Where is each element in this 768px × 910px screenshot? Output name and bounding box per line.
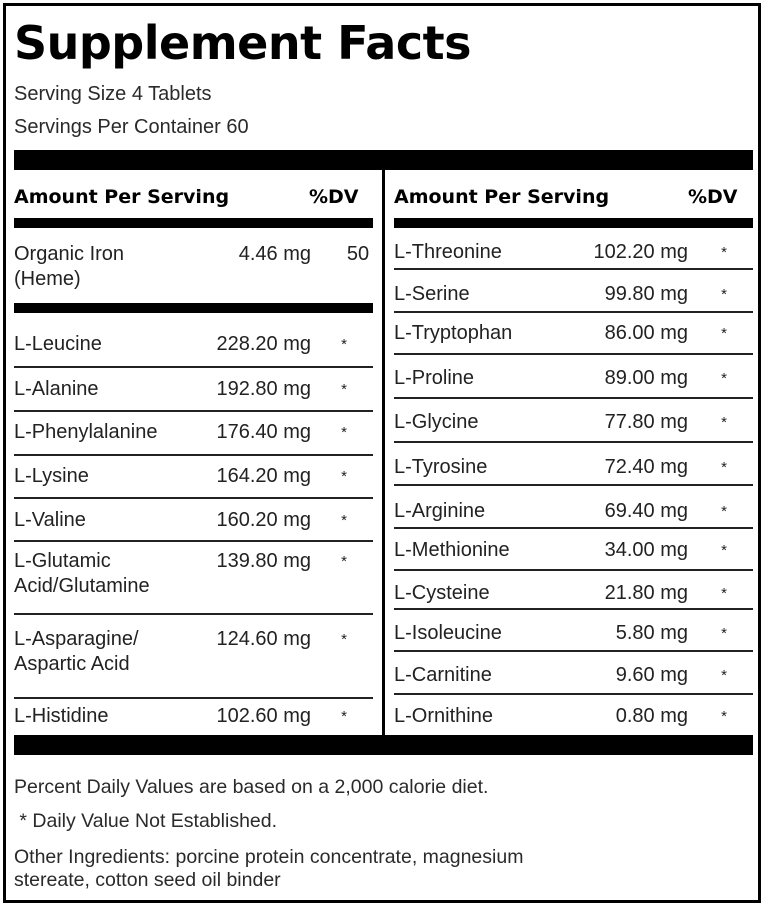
nutrient-dv: * bbox=[721, 286, 727, 303]
row-divider bbox=[394, 484, 753, 486]
nutrient-dv: * bbox=[341, 512, 347, 529]
nutrient-name: Organic Iron (Heme) bbox=[14, 243, 125, 290]
right-header-amount: Amount Per Serving bbox=[394, 186, 610, 208]
nutrient-dv: * bbox=[721, 625, 727, 642]
row-divider bbox=[394, 569, 753, 571]
nutrient-name: L-Leucine bbox=[14, 333, 102, 355]
row-divider bbox=[394, 441, 753, 443]
nutrient-amount: 102.20 mg bbox=[593, 241, 688, 263]
right-header-dv: %DV bbox=[688, 186, 738, 208]
row-divider bbox=[14, 366, 373, 368]
nutrient-amount: 86.00 mg bbox=[604, 322, 688, 344]
nutrient-name: L-Tryptophan bbox=[394, 322, 513, 344]
nutrient-name: L-Isoleucine bbox=[394, 622, 502, 644]
nutrient-amount: 192.80 mg bbox=[216, 378, 311, 400]
nutrient-name: L-Proline bbox=[394, 367, 475, 389]
nutrient-name: L-Cysteine bbox=[394, 582, 490, 604]
nutrient-amount: 9.60 mg bbox=[615, 664, 688, 686]
nutrient-dv: * bbox=[721, 244, 727, 261]
column-divider bbox=[382, 170, 385, 735]
nutrient-name: L-Serine bbox=[394, 283, 470, 305]
row-divider bbox=[394, 608, 753, 610]
nutrient-amount: 69.40 mg bbox=[604, 500, 688, 522]
nutrient-name: L-Ornithine bbox=[394, 705, 493, 727]
nutrient-amount: 77.80 mg bbox=[604, 411, 688, 433]
nutrient-amount: 0.80 mg bbox=[615, 705, 688, 727]
nutrient-amount: 34.00 mg bbox=[604, 539, 688, 561]
row-divider bbox=[394, 268, 753, 270]
nutrient-name: L-Lysine bbox=[14, 465, 89, 487]
nutrient-amount: 228.20 mg bbox=[216, 333, 311, 355]
row-divider bbox=[14, 697, 373, 699]
nutrient-amount: 99.80 mg bbox=[604, 283, 688, 305]
nutrient-amount: 160.20 mg bbox=[216, 509, 311, 531]
nutrient-name: L-Asparagine/ Aspartic Acid bbox=[14, 628, 139, 675]
nutrient-dv: * bbox=[341, 424, 347, 441]
nutrient-name: L-Histidine bbox=[14, 705, 109, 727]
nutrient-name: L-Alanine bbox=[14, 378, 99, 400]
left-section-bar bbox=[14, 303, 373, 313]
label-title: Supplement Facts bbox=[14, 16, 471, 70]
bottom-thick-bar bbox=[14, 735, 753, 755]
nutrient-dv: * bbox=[341, 381, 347, 398]
left-header-dv: %DV bbox=[309, 186, 359, 208]
nutrient-dv: * bbox=[721, 667, 727, 684]
nutrient-dv: * bbox=[341, 631, 347, 648]
serving-size: Serving Size 4 Tablets bbox=[14, 83, 212, 105]
nutrient-dv: * bbox=[721, 585, 727, 602]
nutrient-dv: * bbox=[721, 325, 727, 342]
nutrient-dv: * bbox=[721, 503, 727, 520]
nutrient-name: L-Arginine bbox=[394, 500, 486, 522]
nutrient-amount: 5.80 mg bbox=[615, 622, 688, 644]
nutrient-dv: 50 bbox=[346, 243, 370, 265]
nutrient-name: L-Valine bbox=[14, 509, 86, 531]
other-ingredients: Other Ingredients: porcine protein concentrate, magnesium stereate, cotton seed oil binder bbox=[14, 846, 524, 891]
nutrient-name: L-Phenylalanine bbox=[14, 421, 158, 443]
row-divider bbox=[14, 540, 373, 542]
nutrient-dv: * bbox=[721, 459, 727, 476]
nutrient-dv: * bbox=[341, 336, 347, 353]
right-header-bar bbox=[394, 218, 753, 228]
nutrient-name: L-Tyrosine bbox=[394, 456, 488, 478]
nutrient-name: L-Threonine bbox=[394, 241, 502, 263]
row-divider bbox=[394, 650, 753, 652]
row-divider bbox=[394, 397, 753, 399]
nutrient-amount: 176.40 mg bbox=[216, 421, 311, 443]
nutrient-amount: 21.80 mg bbox=[604, 582, 688, 604]
footnote-daily-values: Percent Daily Values are based on a 2,000 calorie diet. bbox=[14, 776, 489, 798]
nutrient-dv: * bbox=[341, 553, 347, 570]
top-thick-bar bbox=[14, 150, 753, 170]
nutrient-amount: 89.00 mg bbox=[604, 367, 688, 389]
nutrient-dv: * bbox=[721, 542, 727, 559]
row-divider bbox=[394, 693, 753, 695]
row-divider bbox=[14, 497, 373, 499]
footnote-not-established: * Daily Value Not Established. bbox=[14, 810, 278, 832]
nutrient-amount: 72.40 mg bbox=[604, 456, 688, 478]
servings-per-container: Servings Per Container 60 bbox=[14, 116, 249, 138]
nutrient-name: L-Glutamic Acid/Glutamine bbox=[14, 550, 150, 597]
nutrient-dv: * bbox=[341, 468, 347, 485]
nutrient-name: L-Methionine bbox=[394, 539, 510, 561]
nutrient-dv: * bbox=[721, 370, 727, 387]
nutrient-amount: 164.20 mg bbox=[216, 465, 311, 487]
nutrient-dv: * bbox=[721, 414, 727, 431]
row-divider bbox=[394, 527, 753, 529]
row-divider bbox=[394, 353, 753, 355]
left-header-amount: Amount Per Serving bbox=[14, 186, 230, 208]
nutrient-dv: * bbox=[341, 708, 347, 725]
nutrient-amount: 139.80 mg bbox=[216, 550, 311, 572]
nutrient-name: L-Glycine bbox=[394, 411, 479, 433]
nutrient-amount: 4.46 mg bbox=[238, 243, 311, 265]
row-divider bbox=[394, 311, 753, 313]
left-header-bar bbox=[14, 218, 373, 228]
row-divider bbox=[14, 454, 373, 456]
nutrient-name: L-Carnitine bbox=[394, 664, 492, 686]
nutrient-amount: 102.60 mg bbox=[216, 705, 311, 727]
row-divider bbox=[14, 613, 373, 615]
nutrient-dv: * bbox=[721, 708, 727, 725]
nutrient-amount: 124.60 mg bbox=[216, 628, 311, 650]
row-divider bbox=[14, 410, 373, 412]
